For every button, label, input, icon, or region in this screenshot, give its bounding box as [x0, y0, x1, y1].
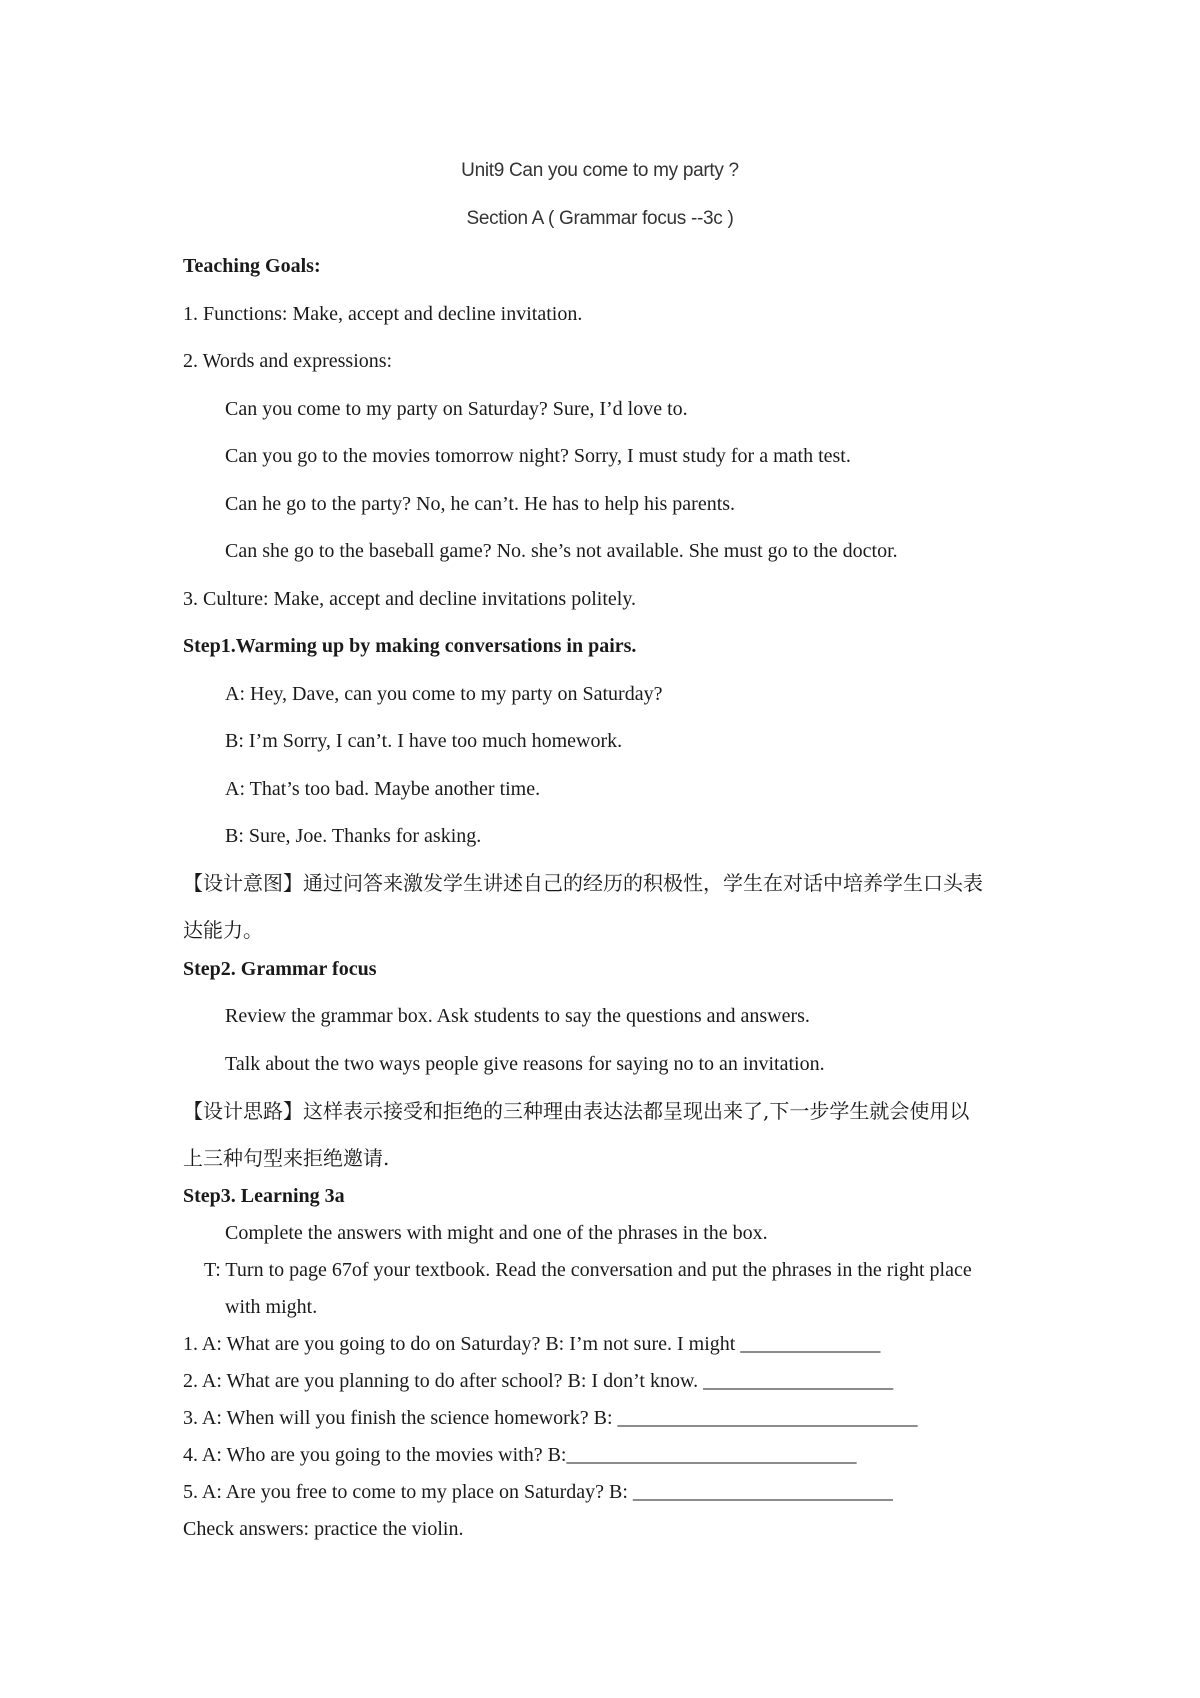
exercise-item: 1. A: What are you going to do on Saturday? B: I’m not sure. I might ______________ [183, 1333, 881, 1355]
goal-words: 2. Words and expressions: [183, 350, 393, 372]
step1-heading: Step1.Warming up by making conversations in pairs. [183, 635, 637, 657]
step2-line: Review the grammar box. Ask students to say the questions and answers. [225, 1005, 810, 1027]
example-sentence: Can you go to the movies tomorrow night? Sorry, I must study for a math test. [225, 445, 851, 467]
step3-instruction: Complete the answers with might and one of the phrases in the box. [225, 1222, 768, 1244]
example-sentence: Can she go to the baseball game? No. she’s not available. She must go to the doctor. [225, 540, 898, 562]
dialogue-line: A: That’s too bad. Maybe another time. [225, 778, 541, 800]
design-intent-note-cont: 达能力。 [183, 918, 263, 942]
design-intent-note: 【设计意图】通过问答来激发学生讲述自己的经历的积极性，学生在对话中培养学生口头表 [183, 871, 983, 895]
design-idea-note-cont: 上三种句型来拒绝邀请. [183, 1146, 390, 1170]
teaching-goals-heading: Teaching Goals: [183, 255, 321, 277]
goal-culture: 3. Culture: Make, accept and decline invitations politely. [183, 588, 637, 610]
exercise-item: 5. A: Are you free to come to my place on Saturday? B: __________________________ [183, 1481, 893, 1503]
dialogue-line: A: Hey, Dave, can you come to my party on Saturday? [225, 683, 663, 705]
document-subtitle: Section A ( Grammar focus --3c ) [466, 208, 734, 229]
example-sentence: Can he go to the party? No, he can’t. He has to help his parents. [225, 493, 736, 515]
example-sentence: Can you come to my party on Saturday? Sure, I’d love to. [225, 398, 688, 420]
goal-functions: 1. Functions: Make, accept and decline invitation. [183, 303, 583, 325]
document-title: Unit9 Can you come to my party ? [461, 160, 739, 181]
dialogue-line: B: I’m Sorry, I can’t. I have too much homework. [225, 730, 623, 752]
exercise-item: 4. A: Who are you going to the movies with? B:_____________________________ [183, 1444, 857, 1466]
dialogue-line: B: Sure, Joe. Thanks for asking. [225, 825, 482, 847]
teacher-instruction-cont: with might. [225, 1296, 318, 1318]
step2-heading: Step2. Grammar focus [183, 958, 377, 980]
step2-line: Talk about the two ways people give reasons for saying no to an invitation. [225, 1053, 825, 1075]
exercise-item: 2. A: What are you planning to do after school? B: I don’t know. ___________________ [183, 1370, 894, 1392]
step3-heading: Step3. Learning 3a [183, 1185, 345, 1207]
teacher-instruction: T: Turn to page 67of your textbook. Read the conversation and put the phrases in the right place [204, 1259, 972, 1281]
check-answers: Check answers: practice the violin. [183, 1518, 464, 1540]
exercise-item: 3. A: When will you finish the science homework? B: ______________________________ [183, 1407, 918, 1429]
design-idea-note: 【设计思路】这样表示接受和拒绝的三种理由表达法都呈现出来了,下一步学生就会使用以 [183, 1099, 970, 1123]
